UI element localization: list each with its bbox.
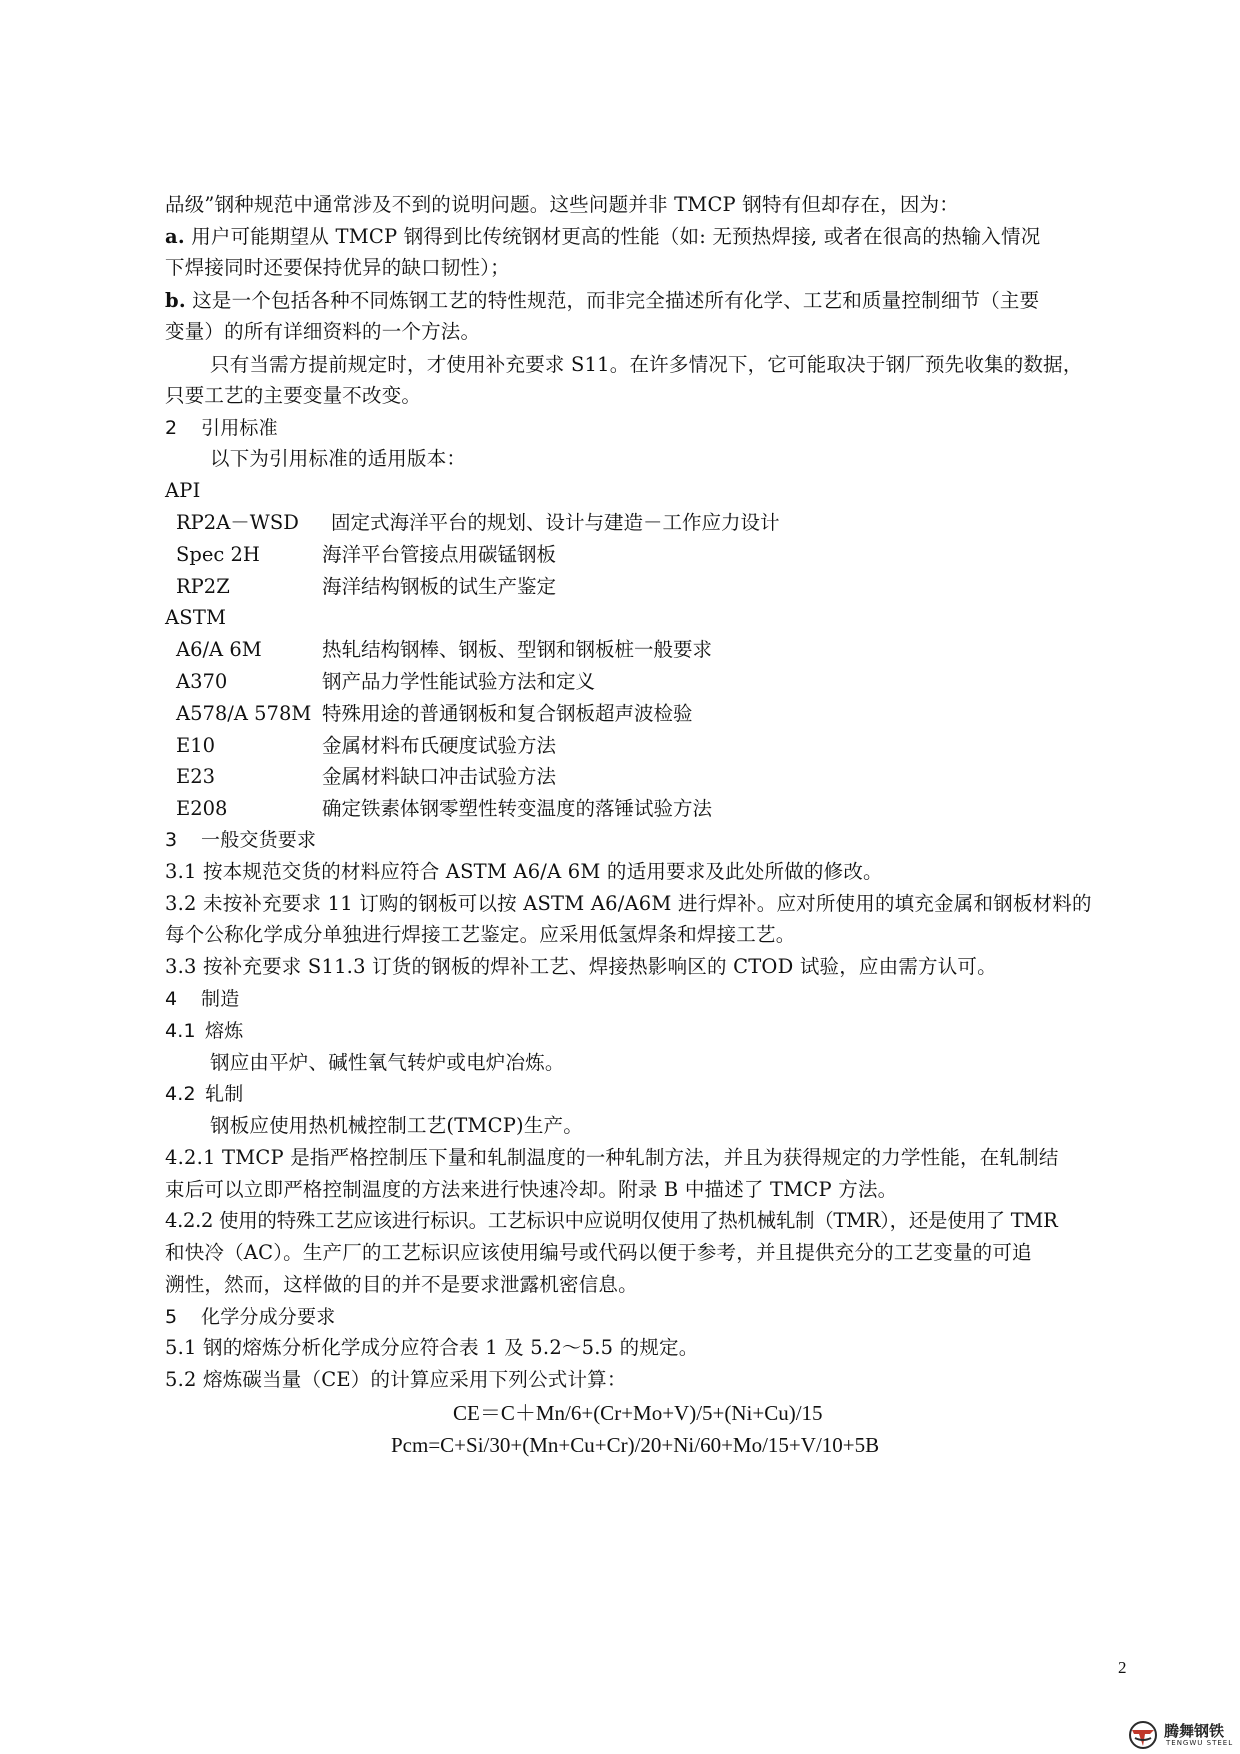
paragraph-line: 只要工艺的主要变量不改变。: [165, 384, 422, 407]
formula-pcm: Pcm=C+Si/30+(Mn+Cu+Cr)/20+Ni/60+Mo/15+V/10+5B: [391, 1433, 880, 1457]
paragraph-line: 5.1 钢的熔炼分析化学成分应符合表 1 及 5.2～5.5 的规定。: [165, 1336, 699, 1359]
subsection-title: 熔炼: [205, 1020, 244, 1042]
section-heading-3: [165, 827, 316, 853]
section-heading-5: [165, 1304, 335, 1330]
paragraph-line: 钢板应使用热机械控制工艺(TMCP)生产。: [210, 1114, 583, 1137]
paragraph-line: 3.3 按补充要求 S11.3 订货的钢板的焊补工艺、焊接热影响区的 CTOD 试验，应由需方认可。: [165, 955, 997, 978]
standards-org-api: API: [165, 479, 201, 502]
subsection-heading-4-1: [165, 1018, 243, 1044]
list-item-b-text: 这是一个包括各种不同炼钢工艺的特性规范，而非完全描述所有化学、工艺和质量控制细节（主要: [185, 289, 1040, 312]
section-heading-4: [165, 986, 239, 1012]
section-title: 制造: [201, 988, 240, 1010]
standards-org-astm: ASTM: [165, 606, 227, 629]
paragraph-line: 变量）的所有详细资料的一个方法。: [165, 320, 481, 343]
list-item-a-text: 用户可能期望从 TMCP 钢得到比传统钢材更高的性能（如: 无预热焊接, 或者在很高的热输入情况: [184, 225, 1041, 248]
standard-code: RP2Z: [176, 575, 230, 598]
paragraph-line: 5.2 熔炼碳当量（CE）的计算应采用下列公式计算：: [165, 1368, 627, 1391]
standard-description: 海洋平台管接点用碳锰钢板: [322, 543, 557, 566]
standard-code: A6/A 6M: [176, 638, 262, 661]
standard-code: Spec 2H: [176, 543, 260, 566]
company-logo: [1126, 1718, 1240, 1754]
paragraph-line: 溯性，然而，这样做的目的并不是要求泄露机密信息。: [165, 1273, 638, 1296]
subsection-title: 轧制: [205, 1083, 244, 1105]
standard-code: RP2A－WSD: [176, 511, 299, 534]
standard-description: 海洋结构钢板的试生产鉴定: [322, 575, 557, 598]
section-number: 3: [165, 829, 178, 851]
paragraph-line: 下焊接同时还要保持优异的缺口韧性）；: [165, 256, 510, 279]
section-number: 4: [165, 988, 178, 1010]
logo-english-name: TENGWU STEEL: [1166, 1739, 1234, 1747]
section-number: 2: [165, 417, 178, 439]
paragraph-line: 品级”钢种规范中通常涉及不到的说明问题。这些问题并非 TMCP 钢特有但却存在，因为：: [165, 193, 959, 216]
paragraph-line: 束后可以立即严格控制温度的方法来进行快速冷却。附录 B 中描述了 TMCP 方法。: [165, 1178, 898, 1201]
standard-description: 确定铁素体钢零塑性转变温度的落锤试验方法: [322, 797, 713, 820]
standard-description: 热轧结构钢棒、钢板、型钢和钢板桩一般要求: [322, 638, 713, 661]
section-number: 5: [165, 1306, 178, 1328]
subsection-heading-4-2: [165, 1081, 243, 1107]
logo-chinese-name: 腾舞钢铁: [1164, 1722, 1225, 1740]
standard-description: 金属材料缺口冲击试验方法: [322, 765, 557, 788]
paragraph-line: 钢应由平炉、碱性氧气转炉或电炉冶炼。: [210, 1051, 565, 1074]
standard-code: E208: [176, 797, 228, 820]
page-number: 2: [1118, 1658, 1127, 1677]
paragraph-line: 4.2.1 TMCP 是指严格控制压下量和轧制温度的一种轧制方法，并且为获得规定的力学性能，在轧制结: [165, 1146, 1059, 1169]
paragraph-line: 4.2.2 使用的特殊工艺应该进行标识。工艺标识中应说明仅使用了热机械轧制（TMR），还是使用了 TMR: [165, 1209, 1058, 1232]
section-title: 化学分成分要求: [201, 1306, 336, 1328]
standard-code: A578/A 578M: [176, 702, 312, 725]
paragraph-line: 每个公称化学成分单独进行焊接工艺鉴定。应采用低氢焊条和焊接工艺。: [165, 923, 796, 946]
list-marker-a: a.: [165, 225, 185, 248]
subsection-number: 4.2: [165, 1083, 196, 1105]
standard-code: A370: [176, 670, 228, 693]
paragraph-line: 以下为引用标准的适用版本：: [210, 447, 467, 470]
paragraph-line: 只有当需方提前规定时，才使用补充要求 S11。在许多情况下，它可能取决于钢厂预先收集的数据，: [210, 353, 1083, 376]
paragraph-line: [165, 288, 1039, 314]
standard-code: E23: [176, 765, 216, 788]
subsection-number: 4.1: [165, 1020, 196, 1042]
section-title: 一般交货要求: [201, 829, 317, 851]
paragraph-line: 和快冷（AC）。生产厂的工艺标识应该使用编号或代码以便于参考，并且提供充分的工艺变量的可追: [165, 1241, 1032, 1264]
formula-carbon-equivalent: CE＝C＋Mn/6+(Cr+Mo+V)/5+(Ni+Cu)/15: [453, 1401, 823, 1425]
paragraph-line: [165, 224, 1040, 250]
section-title: 引用标准: [201, 417, 278, 439]
list-marker-b: b.: [165, 289, 186, 312]
standard-description: 特殊用途的普通钢板和复合钢板超声波检验: [322, 702, 693, 725]
standard-description: 钢产品力学性能试验方法和定义: [322, 670, 596, 693]
section-heading-2: [165, 415, 278, 441]
standard-code: E10: [176, 734, 216, 757]
paragraph-line: 3.1 按本规范交货的材料应符合 ASTM A6/A 6M 的适用要求及此处所做的修改。: [165, 860, 883, 883]
standard-description: 固定式海洋平台的规划、设计与建造－工作应力设计: [331, 511, 780, 534]
paragraph-line: 3.2 未按补充要求 11 订购的钢板可以按 ASTM A6/A6M 进行焊补。应对所使用的填充金属和钢板材料的: [165, 892, 1092, 915]
standard-description: 金属材料布氏硬度试验方法: [322, 734, 557, 757]
tengwu-logo-icon: [1126, 1720, 1160, 1750]
